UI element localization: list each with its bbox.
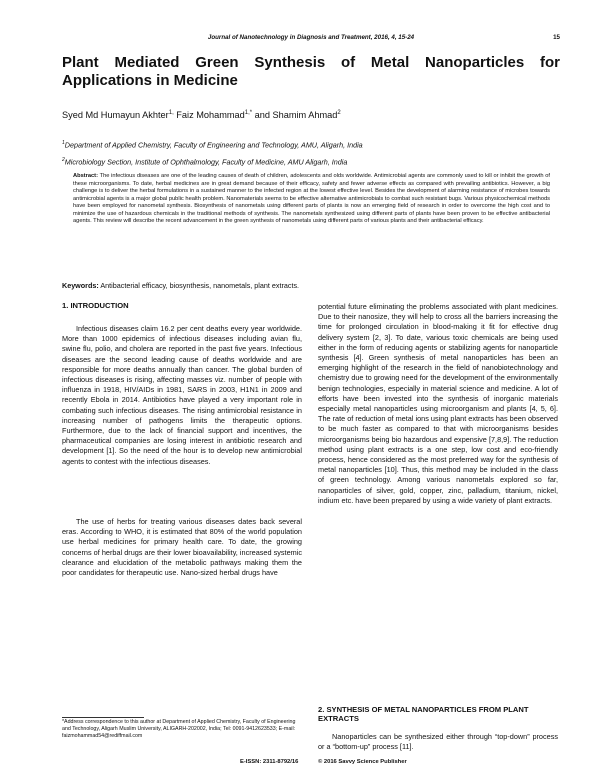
affiliation-mark: 1 [62,140,65,146]
affiliation-2 [62,157,347,166]
paragraph-text: The use of herbs for treating various diseases dates back several eras. According to WHO, it is estimated that 80% of the world population use herbal medicines for primary health care. To date, the growing concerns of herbal drugs are their lower bioavailability, increased systemic clearance and elucidation of the metabolic pathways making them the poor candidates for therapeutic use. Nano-sized herbal drugs have [62,517,302,578]
footer-publisher: © 2016 Savvy Science Publisher [318,759,407,765]
section-heading-synthesis: 2. SYNTHESIS OF METAL NANOPARTICLES FROM PLANT EXTRACTS [318,705,529,723]
footnote-divider [62,717,144,718]
paper-title: Plant Mediated Green Synthesis of Metal Nanoparticles for Applications in Medicine [62,54,560,89]
author-name: and Shamim Ahmad [252,110,338,121]
intro-paragraph-3 [318,302,558,506]
author-name: Syed Md Humayun Akhter [62,110,169,121]
synthesis-paragraph-1 [318,732,558,752]
abstract-label: Abstract: [73,173,98,179]
intro-paragraph-2 [62,517,302,578]
author-affiliation-mark: 1,* [244,110,253,116]
paragraph-text: potential future eliminating the problems associated with plant medicines. Due to their nanosize, they will help to cross all the barriers increasing the time for prolonged circulation in blood-making it fit for effective drug delivery system [2, 3]. To date, various toxic chemicals are being used either in the form of reducing agents or stabilizing agents for nanoparticle synthesis [4]. Green synthesis of metal nanoparticles has been an emerging highlight of the research in the field of nanobiotechnology and chemistry due to growing need for the development of the environmentally benign technologies, especially in material science and medicine. A lot of efforts have been invested into the synthesis of inorganic materials especially metal nanoparticles using microorganism and plants [4, 5, 6]. The rate of reduction of metal ions using plant extracts has been observed to be much faster as compared to that with microorganisms besides microorganisms being bio hazardous and expensive [7,8,9]. The reduction method using plant extracts is a one step, low cost and eco-friendly process, hence considered as the most preferred way for the synthesis of metal nanoparticles [10]. Thus, this method may be included in the class of green technology. Among various nanometals explored so far, nanoparticles of silver, gold, copper, zinc, palladium, titanium, nickel, indium etc. have been prepared by using a wide variety of plant extracts. [318,302,558,505]
affiliation-mark: 2 [62,157,65,163]
author-affiliation-mark: 2 [337,110,341,116]
intro-paragraph-1 [62,324,302,467]
keywords-label: Keywords: [62,281,99,290]
footer-eissn: E-ISSN: 2311-8792/16 [240,759,299,765]
affiliation-1 [62,140,363,149]
paragraph-text: Infectious diseases claim 16.2 per cent deaths every year worldwide. More than 1000 epidemics of infectious diseases including avian flu, swine flu, polio, and cholera are reported in the past five years. Infectious diseases are the second leading cause of deaths worldwide and are responsible for more deaths annually than cancer. The global burden of infectious diseases is rising, affecting masses viz. number of people with influenza in 1918, HIV/AIDs in 1981, SARS in 2003, H1N1 in 2009 and recently Ebola in 2014. Antibiotics have played a very important role in combating such infectious diseases. The rising antimicrobial resistance in increasing number of pathogens limits the therapeutic options. Furthermore, due to the lack of financial support and incentives, the pharmaceutical companies are losing interest in antibiotic research and development [1]. So the need of the hour is to develop new antimicrobial agents to contest with the infectious diseases. [62,324,302,466]
author-list [62,110,341,120]
keywords-text: Antibacterial efficacy, biosynthesis, nanometals, plant extracts. [98,281,300,290]
correspondence-footnote: *Address correspondence to this author at Department of Applied Chemistry, Faculty of Engineering and Technology, Aligarh Muslim University, ALIGARH-202002, India; Tel: 0091-9412623533; E-mail: faizmohammad54@rediffmail.com [62,719,296,739]
author-affiliation-mark: 1, [168,110,174,116]
abstract-text: The infectious diseases are one of the leading causes of death of children, adolescents and olds worldwide. Antimicrobial agents are commonly used to kill or inhibit the growth of these microorganisms. To date, herbal medicines are in great demand because of their efficacy, safety and fewer adverse effects as compared with prevailing antibiotics. However, a big challenge is to deliver the herbal formulations in a sustained manner to the infected region at the lowest effective level. Besides the development of alarming resistance of microbes towards antimicrobial agents is a major global public health problem. Nanomaterials seems to be effective alternative antimicrobials to combat such resistant bugs. Various physicochemical methods have been employed for nanometal synthesis. Biosynthesis of nanometals using different parts of plants is now an emerging field of research in order to overcome the high cost and to minimize the use of hazardous chemicals in the traditional methods of synthesis. The nanometals synthesized using different parts of plants have been proven to be effective antibacterial agents. This review will describe the recent advancement in the green synthesis of nanometals using different parts of various plants and their antibacterial efficacy. [73,173,550,225]
author-name: Faiz Mohammad [173,110,245,121]
keywords [62,281,299,290]
paragraph-text: Nanoparticles can be synthesized either through “top-down” process or a “bottom-up” process [11]. [318,732,558,752]
affiliation-text: Microbiology Section, Institute of Ophthalmology, Faculty of Medicine, AMU Aligarh, India [64,157,348,167]
affiliation-text: Department of Applied Chemistry, Faculty of Engineering and Technology, AMU, Aligarh, India [64,140,363,150]
section-heading-introduction: 1. INTRODUCTION [62,301,129,310]
page-number: 15 [553,34,560,41]
running-header: Journal of Nanotechnology in Diagnosis and Treatment, 2016, 4, 15-24 [207,34,415,41]
abstract [73,173,550,226]
